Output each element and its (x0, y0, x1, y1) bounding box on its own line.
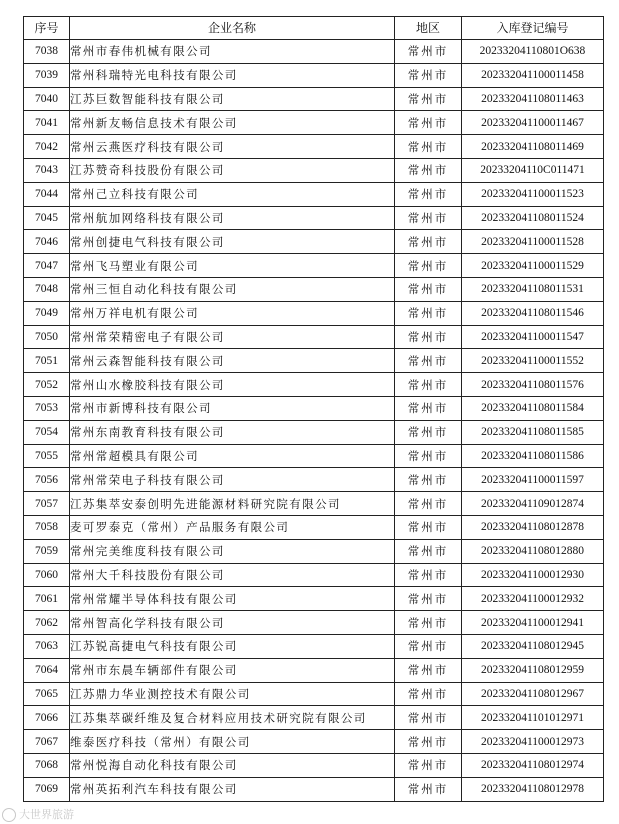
cell-name: 常州常荣电子科技有限公司 (70, 468, 395, 492)
header-name: 企业名称 (70, 17, 395, 40)
table-row (24, 111, 604, 135)
cell-region: 常州市 (395, 706, 462, 730)
cell-seq: 7041 (24, 111, 70, 135)
table-row (24, 254, 604, 278)
cell-name: 常州东南教育科技有限公司 (70, 420, 395, 444)
cell-seq: 7046 (24, 230, 70, 254)
cell-code: 202332041100011467 (462, 111, 604, 135)
table-row (24, 420, 604, 444)
cell-name: 常州常荣精密电子有限公司 (70, 325, 395, 349)
cell-code: 20233204110C011471 (462, 158, 604, 182)
cell-seq: 7045 (24, 206, 70, 230)
cell-seq: 7047 (24, 254, 70, 278)
cell-code: 202332041108012974 (462, 753, 604, 777)
cell-code: 202332041108011576 (462, 373, 604, 397)
cell-code: 202332041101012971 (462, 706, 604, 730)
cell-region: 常州市 (395, 611, 462, 635)
cell-name: 常州智高化学科技有限公司 (70, 611, 395, 635)
cell-seq: 7051 (24, 349, 70, 373)
cell-name: 常州云森智能科技有限公司 (70, 349, 395, 373)
cell-code: 202332041108011463 (462, 87, 604, 111)
cell-code: 202332041108011585 (462, 420, 604, 444)
cell-region: 常州市 (395, 539, 462, 563)
cell-code: 202332041100012941 (462, 611, 604, 635)
cell-code: 202332041108012880 (462, 539, 604, 563)
cell-name: 常州山水橡胶科技有限公司 (70, 373, 395, 397)
cell-region: 常州市 (395, 563, 462, 587)
cell-region: 常州市 (395, 587, 462, 611)
cell-code: 202332041108012945 (462, 634, 604, 658)
cell-seq: 7052 (24, 373, 70, 397)
cell-seq: 7055 (24, 444, 70, 468)
cell-region: 常州市 (395, 753, 462, 777)
cell-code: 202332041100012973 (462, 730, 604, 754)
cell-name: 常州万祥电机有限公司 (70, 301, 395, 325)
cell-region: 常州市 (395, 182, 462, 206)
cell-code: 202332041100011552 (462, 349, 604, 373)
table-row (24, 492, 604, 516)
cell-code: 202332041108011469 (462, 135, 604, 159)
table-row (24, 230, 604, 254)
cell-region: 常州市 (395, 325, 462, 349)
cell-region: 常州市 (395, 777, 462, 801)
table-row (24, 587, 604, 611)
header-code: 入库登记编号 (462, 17, 604, 40)
cell-name: 常州科瑞特光电科技有限公司 (70, 63, 395, 87)
cell-name: 江苏赞奇科技股份有限公司 (70, 158, 395, 182)
cell-seq: 7050 (24, 325, 70, 349)
table-row (24, 730, 604, 754)
cell-region: 常州市 (395, 634, 462, 658)
cell-region: 常州市 (395, 492, 462, 516)
cell-seq: 7049 (24, 301, 70, 325)
table-row (24, 634, 604, 658)
cell-code: 202332041108012978 (462, 777, 604, 801)
table-row (24, 182, 604, 206)
cell-code: 202332041100011458 (462, 63, 604, 87)
cell-name: 常州常耀半导体科技有限公司 (70, 587, 395, 611)
cell-seq: 7058 (24, 515, 70, 539)
cell-region: 常州市 (395, 349, 462, 373)
table-header-row (24, 17, 604, 40)
table-row (24, 325, 604, 349)
cell-code: 202332041100012932 (462, 587, 604, 611)
cell-code: 202332041100011547 (462, 325, 604, 349)
cell-seq: 7060 (24, 563, 70, 587)
cell-seq: 7057 (24, 492, 70, 516)
cell-region: 常州市 (395, 87, 462, 111)
cell-code: 202332041109012874 (462, 492, 604, 516)
table-row (24, 277, 604, 301)
cell-name: 常州创捷电气科技有限公司 (70, 230, 395, 254)
cell-seq: 7067 (24, 730, 70, 754)
cell-code: 202332041100011597 (462, 468, 604, 492)
cell-seq: 7038 (24, 40, 70, 64)
cell-seq: 7059 (24, 539, 70, 563)
table-row (24, 40, 604, 64)
cell-seq: 7040 (24, 87, 70, 111)
cell-code: 202332041108011531 (462, 277, 604, 301)
watermark (2, 806, 92, 822)
cell-seq: 7043 (24, 158, 70, 182)
cell-code: 202332041100012930 (462, 563, 604, 587)
cell-seq: 7039 (24, 63, 70, 87)
cell-name: 江苏集萃碳纤维及复合材料应用技术研究院有限公司 (70, 706, 395, 730)
cell-name: 麦可罗泰克（常州）产品服务有限公司 (70, 515, 395, 539)
enterprise-registry-table (23, 16, 604, 802)
cell-region: 常州市 (395, 206, 462, 230)
cell-name: 常州云燕医疗科技有限公司 (70, 135, 395, 159)
cell-code: 202332041108011546 (462, 301, 604, 325)
cell-region: 常州市 (395, 658, 462, 682)
cell-name: 江苏鼎力华业测控技术有限公司 (70, 682, 395, 706)
cell-code: 202332041108012878 (462, 515, 604, 539)
table-row (24, 611, 604, 635)
cell-code: 202332041108011586 (462, 444, 604, 468)
cell-code: 202332041100011529 (462, 254, 604, 278)
cell-region: 常州市 (395, 730, 462, 754)
cell-seq: 7062 (24, 611, 70, 635)
cell-name: 常州新友畅信息技术有限公司 (70, 111, 395, 135)
cell-region: 常州市 (395, 301, 462, 325)
watermark-text: 大世界旅游 (19, 808, 74, 821)
table-row (24, 682, 604, 706)
cell-seq: 7065 (24, 682, 70, 706)
cell-region: 常州市 (395, 158, 462, 182)
table-row (24, 206, 604, 230)
cell-name: 常州常超模具有限公司 (70, 444, 395, 468)
cell-seq: 7066 (24, 706, 70, 730)
cell-name: 常州飞马塑业有限公司 (70, 254, 395, 278)
cell-name: 常州市春伟机械有限公司 (70, 40, 395, 64)
cell-region: 常州市 (395, 230, 462, 254)
cell-region: 常州市 (395, 515, 462, 539)
table-row (24, 349, 604, 373)
cell-region: 常州市 (395, 373, 462, 397)
table-row (24, 373, 604, 397)
cell-name: 常州市东晨车辆部件有限公司 (70, 658, 395, 682)
cell-seq: 7053 (24, 396, 70, 420)
cell-code: 202332041108011524 (462, 206, 604, 230)
table-row (24, 658, 604, 682)
cell-name: 江苏锐高捷电气科技有限公司 (70, 634, 395, 658)
cell-region: 常州市 (395, 420, 462, 444)
cell-seq: 7068 (24, 753, 70, 777)
cell-name: 常州完美维度科技有限公司 (70, 539, 395, 563)
cell-code: 202332041100011528 (462, 230, 604, 254)
cell-code: 20233204110801O638 (462, 40, 604, 64)
table-row (24, 515, 604, 539)
cell-region: 常州市 (395, 111, 462, 135)
cell-seq: 7056 (24, 468, 70, 492)
cell-region: 常州市 (395, 135, 462, 159)
table-row (24, 301, 604, 325)
cell-name: 常州悦海自动化科技有限公司 (70, 753, 395, 777)
table-row (24, 539, 604, 563)
cell-seq: 7064 (24, 658, 70, 682)
header-region: 地区 (395, 17, 462, 40)
header-seq: 序号 (24, 17, 70, 40)
cell-seq: 7044 (24, 182, 70, 206)
cell-code: 202332041108012967 (462, 682, 604, 706)
table-row (24, 87, 604, 111)
cell-region: 常州市 (395, 444, 462, 468)
table-row (24, 753, 604, 777)
cell-name: 常州市新博科技有限公司 (70, 396, 395, 420)
cell-code: 202332041108011584 (462, 396, 604, 420)
cell-name: 常州三恒自动化科技有限公司 (70, 277, 395, 301)
cell-seq: 7063 (24, 634, 70, 658)
cell-region: 常州市 (395, 396, 462, 420)
cell-code: 202332041108012959 (462, 658, 604, 682)
cell-region: 常州市 (395, 468, 462, 492)
cell-seq: 7054 (24, 420, 70, 444)
cell-region: 常州市 (395, 40, 462, 64)
cell-name: 江苏集萃安泰创明先进能源材料研究院有限公司 (70, 492, 395, 516)
cell-region: 常州市 (395, 254, 462, 278)
cell-name: 常州航加网络科技有限公司 (70, 206, 395, 230)
table-body (24, 40, 604, 802)
cell-region: 常州市 (395, 682, 462, 706)
cell-name: 江苏巨数智能科技有限公司 (70, 87, 395, 111)
cell-seq: 7048 (24, 277, 70, 301)
cell-region: 常州市 (395, 277, 462, 301)
logo-circle-icon (2, 808, 16, 822)
table-row (24, 444, 604, 468)
cell-name: 常州大千科技股份有限公司 (70, 563, 395, 587)
table-row (24, 396, 604, 420)
cell-region: 常州市 (395, 63, 462, 87)
table-row (24, 706, 604, 730)
cell-name: 常州英拓利汽车科技有限公司 (70, 777, 395, 801)
table-row (24, 135, 604, 159)
cell-code: 202332041100011523 (462, 182, 604, 206)
cell-seq: 7042 (24, 135, 70, 159)
cell-name: 维泰医疗科技（常州）有限公司 (70, 730, 395, 754)
table-row (24, 158, 604, 182)
cell-name: 常州己立科技有限公司 (70, 182, 395, 206)
table-row (24, 63, 604, 87)
table-row (24, 777, 604, 801)
cell-seq: 7069 (24, 777, 70, 801)
cell-seq: 7061 (24, 587, 70, 611)
table-row (24, 563, 604, 587)
table-row (24, 468, 604, 492)
